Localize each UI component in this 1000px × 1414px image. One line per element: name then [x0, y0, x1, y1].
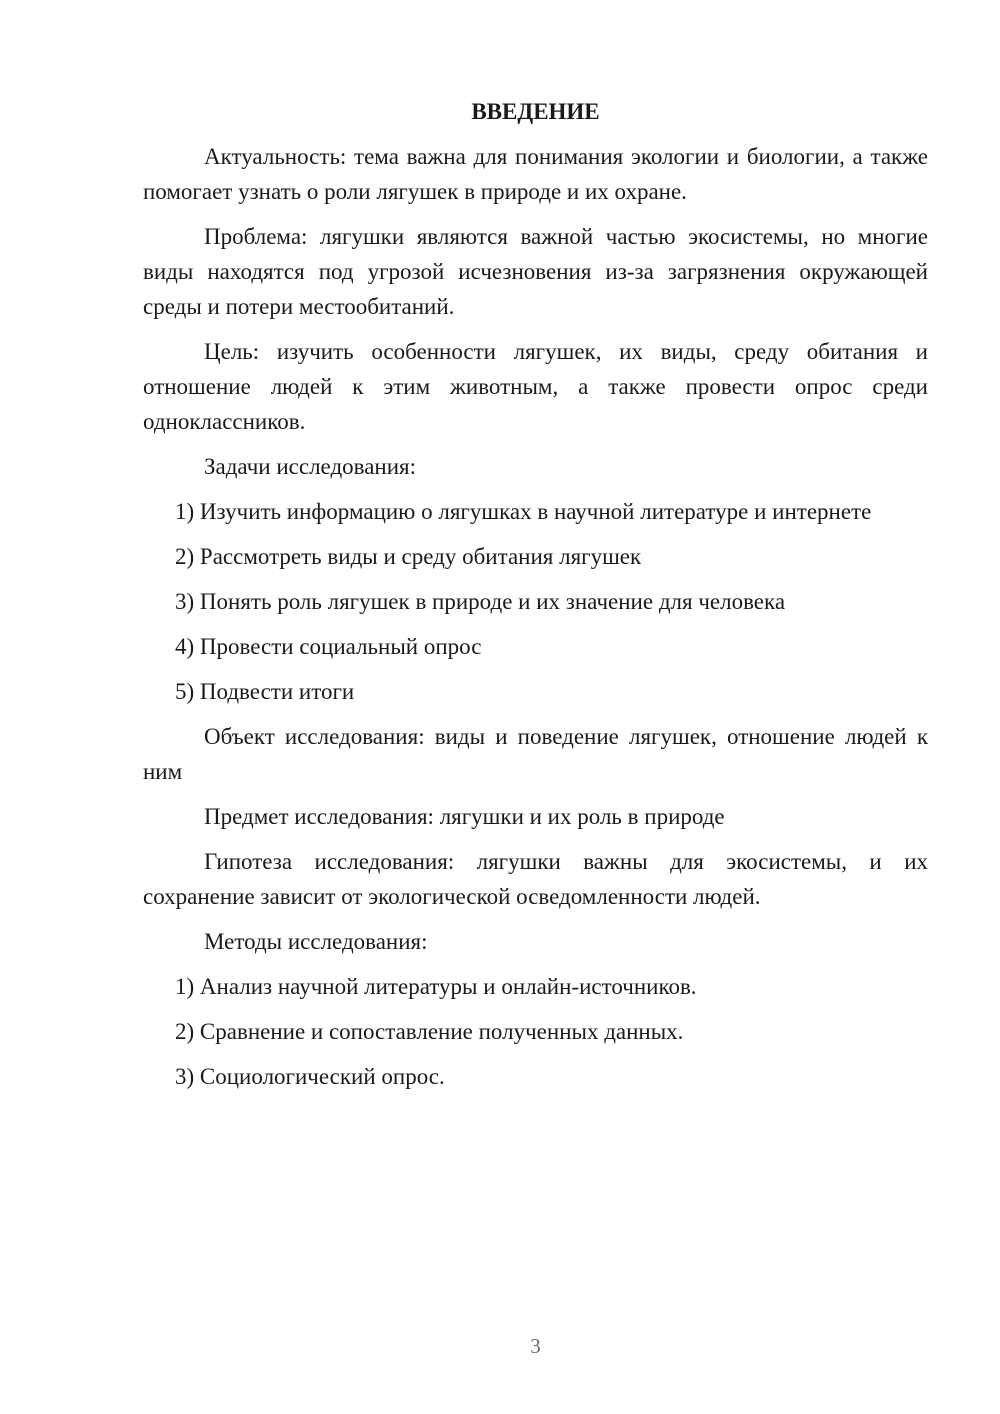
- section-title: ВВЕДЕНИЕ: [471, 99, 600, 124]
- list-item: 5) Подвести итоги: [175, 679, 355, 704]
- list-item: 4) Провести социальный опрос: [175, 634, 482, 659]
- list-item: 1) Изучить информацию о лягушках в научной литературе и интернете: [175, 499, 872, 524]
- list-item: 2) Сравнение и сопоставление полученных данных.: [175, 1019, 684, 1044]
- object-paragraph: Объект исследования: виды и поведение лягушек, отношение людей к ним: [143, 724, 928, 784]
- methods-list: [143, 969, 928, 1094]
- page-content: [143, 94, 928, 1104]
- goal-paragraph: Цель: изучить особенности лягушек, их виды, среду обитания и отношение людей к этим животным, а также провести опрос среди одноклассников.: [143, 339, 928, 434]
- list-item: 1) Анализ научной литературы и онлайн-источников.: [175, 974, 697, 999]
- methods-heading: Методы исследования:: [204, 929, 428, 954]
- relevance-paragraph: Актуальность: тема важна для понимания экологии и биологии, а также помогает узнать о роли лягушек в природе и их охране.: [143, 144, 928, 204]
- list-item: 2) Рассмотреть виды и среду обитания лягушек: [175, 544, 642, 569]
- tasks-list: [143, 494, 928, 709]
- page-number: 3: [530, 1334, 541, 1358]
- list-item: 3) Социологический опрос.: [175, 1064, 445, 1089]
- problem-paragraph: Проблема: лягушки являются важной частью экосистемы, но многие виды находятся под угрозой исчезновения из-за загрязнения окружающей среды и потери местообитаний.: [143, 224, 928, 319]
- hypothesis-paragraph: Гипотеза исследования: лягушки важны для экосистемы, и их сохранение зависит от экологической осведомленности людей.: [143, 849, 928, 909]
- subject-paragraph: Предмет исследования: лягушки и их роль в природе: [204, 804, 725, 829]
- tasks-heading: Задачи исследования:: [204, 454, 417, 479]
- list-item: 3) Понять роль лягушек в природе и их значение для человека: [175, 589, 786, 614]
